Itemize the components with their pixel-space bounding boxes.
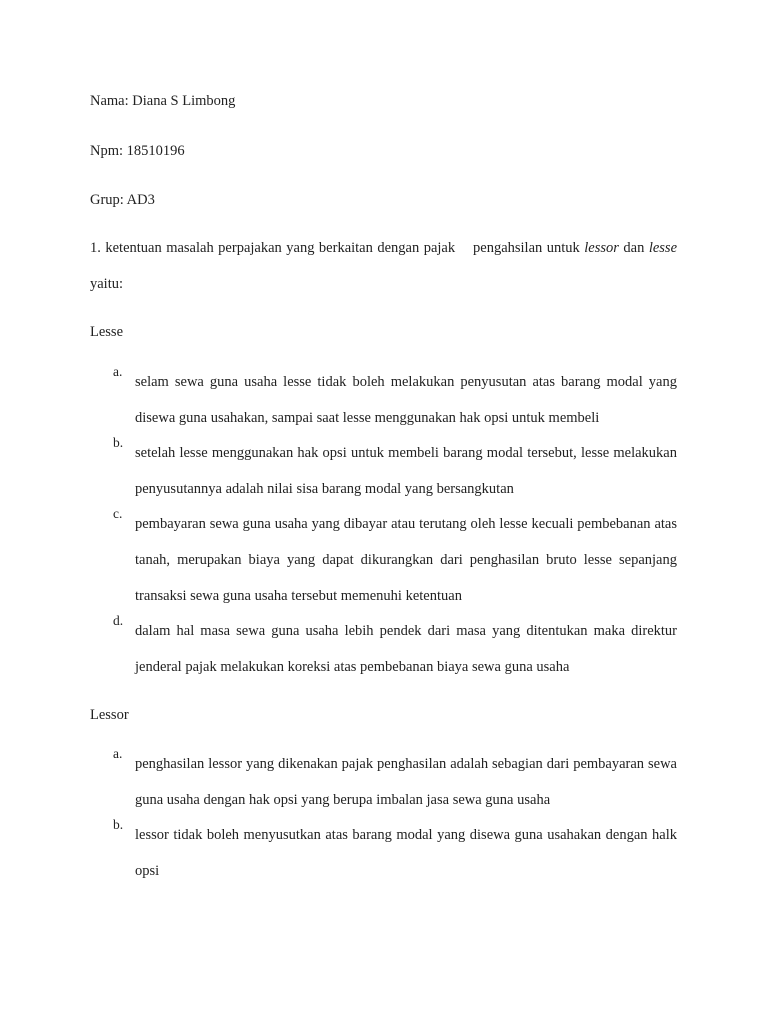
student-name: Nama: Diana S Limbong [90,93,236,109]
list-item-text: selam sewa guna usaha lesse tidak boleh melakukan penyusutan atas barang modal yang disewa guna usahakan, sampai saat lesse menggunakan hak opsi untuk membeli [135,374,677,426]
list-item [90,506,677,614]
list-item-text: dalam hal masa sewa guna usaha lebih pendek dari masa yang ditentukan maka direktur jenderal pajak melakukan koreksi atas pembebanan biaya sewa guna usaha [135,623,677,675]
list-marker: a. [113,746,123,761]
student-npm: Npm: 18510196 [90,143,185,159]
list-item [90,817,677,889]
list-marker: b. [113,817,124,832]
list-item [90,364,677,436]
section-heading-lesse: Lesse [90,324,124,340]
list-marker: b. [113,435,124,450]
question-lessor-word: lessor [584,240,619,256]
list-marker: d. [113,613,124,628]
question-text-end: yaitu: [90,276,124,292]
list-item [90,613,677,685]
question-paragraph [90,230,677,302]
student-group: Grup: AD3 [90,192,155,208]
list-item-text: lessor tidak boleh menyusutkan atas barang modal yang disewa guna usahakan dengan halk opsi [135,827,677,879]
list-item-text: pembayaran sewa guna usaha yang dibayar atau terutang oleh lesse kecuali pembebanan atas tanah, merupakan biaya yang dapat dikurangkan dari penghasilan bruto lesse sepanjang transaksi sewa guna usaha tersebut memenuhi ketentuan [135,516,677,604]
list-marker: c. [113,506,123,521]
question-text-between: dan [618,240,649,256]
list-item [90,435,677,507]
question-text-start: 1. ketentuan masalah perpajakan yang berkaitan dengan pajak pengahsilan untuk [90,240,585,256]
list-item-text: setelah lesse menggunakan hak opsi untuk membeli barang modal tersebut, lesse melakukan penyusutannya adalah nilai sisa barang modal yang bersangkutan [135,445,677,497]
list-item-text: penghasilan lessor yang dikenakan pajak penghasilan adalah sebagian dari pembayaran sewa guna usaha dengan hak opsi yang berupa imbalan jasa sewa guna usaha [135,756,677,808]
list-item [90,746,677,818]
question-lesse-word: lesse [648,240,677,256]
section-heading-lessor: Lessor [90,707,129,723]
list-marker: a. [113,364,123,379]
